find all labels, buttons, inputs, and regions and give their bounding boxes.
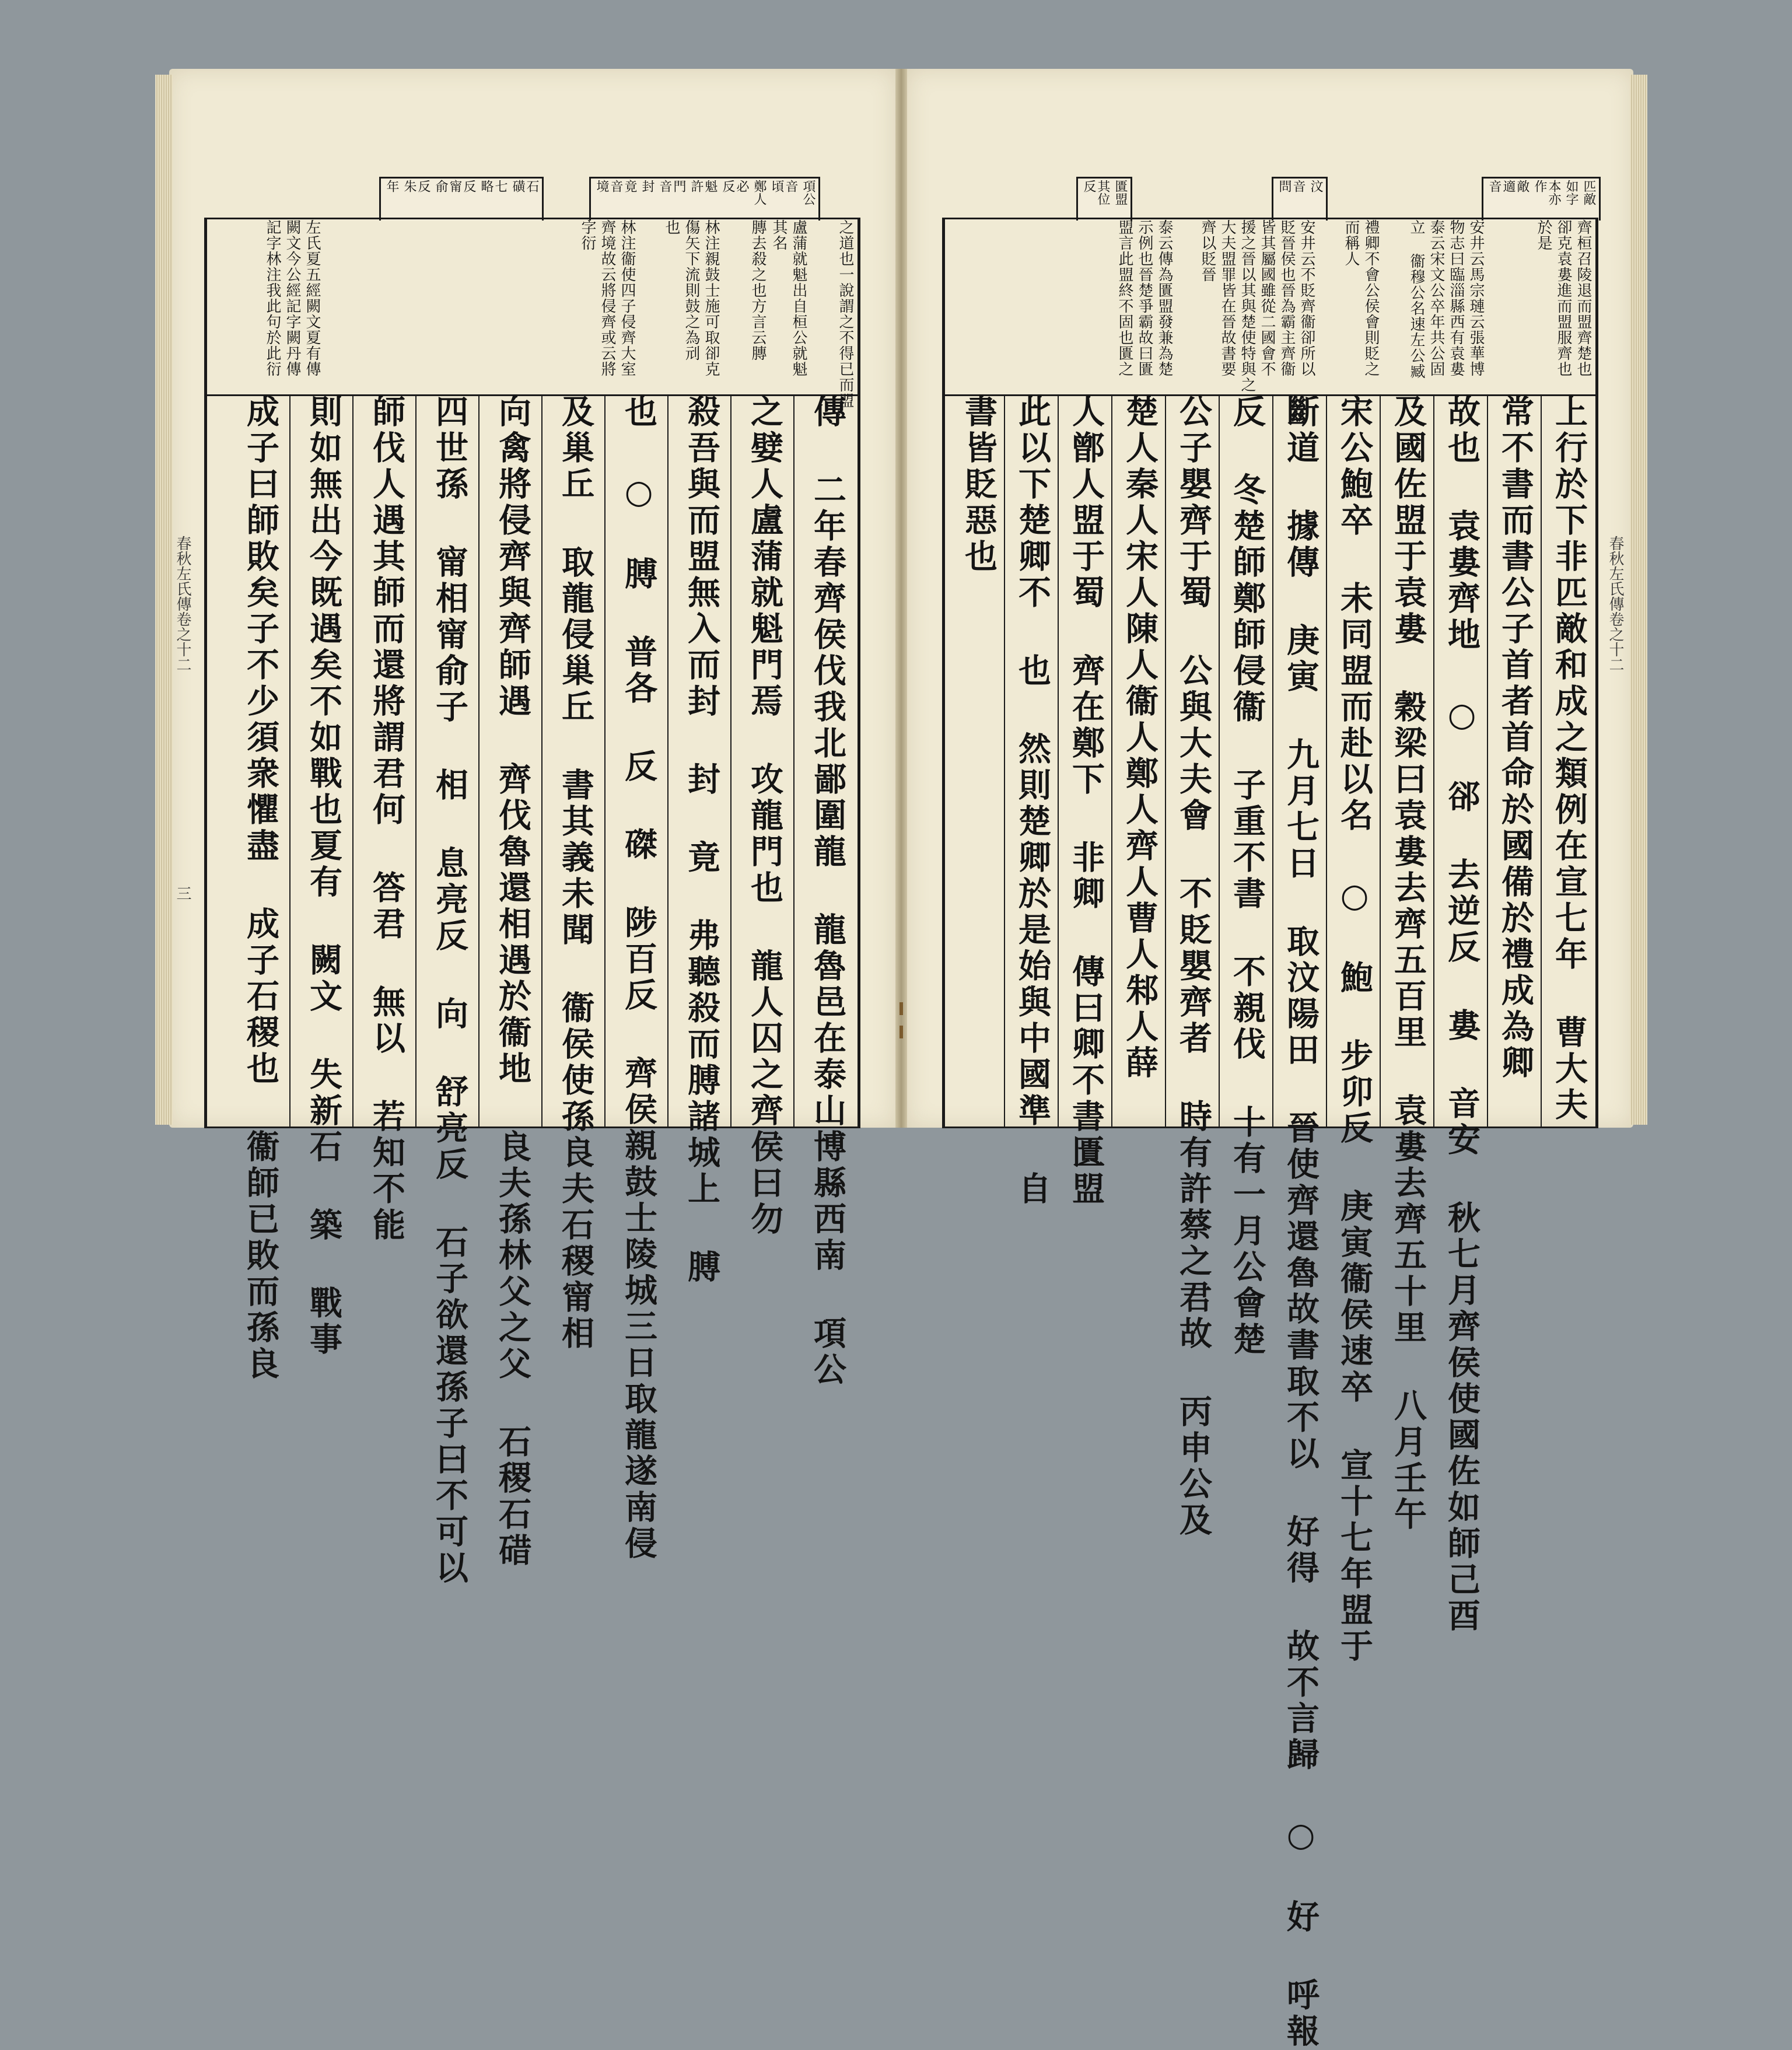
column-rule [1487, 394, 1488, 1127]
commentary-column: 闕文今公經記字闕丹傳 [284, 219, 301, 377]
commentary-column: 字衍 [579, 219, 596, 251]
page-edge [155, 75, 173, 1125]
main-text-column: 及國佐盟于袁婁 穀梁曰袁婁去齊五百里 袁婁去齊五十里 八月壬午 [1389, 394, 1427, 1533]
gloss-item: 鄭人 [752, 180, 766, 205]
column-rule [1004, 394, 1005, 1127]
main-text-column: 則如無出今既遇矣不如戰也夏有 闕文 失新石 築 戰事 [304, 394, 343, 1358]
main-text-column: 四世孫 甯相甯俞子 相 息亮反 向 舒亮反 石子欲還孫子曰不可以 [430, 394, 469, 1587]
gloss-item: 音 問 [1277, 180, 1306, 193]
main-text-column: 殺吾與而盟無入而封 封 竟 弗聽殺而膊諸城上 膊 [682, 394, 721, 1286]
main-text-column: 之嬖人盧蒲就魁門焉 攻龍門也 龍人囚之齊侯曰勿 [746, 394, 784, 1238]
commentary-column: 泰云傳為匱盟發兼為楚 [1156, 219, 1173, 377]
margin-title: 春秋左氏傳卷之十二 [1606, 536, 1624, 672]
commentary-column: 物志曰臨淄縣西有袁婁 [1447, 219, 1465, 377]
commentary-column: 而稱人 [1342, 219, 1360, 267]
column-rule [1111, 394, 1112, 1127]
main-text-column: 書皆貶惡也 [960, 394, 998, 575]
commentary-column: 齊境故云將侵齊或云將 [598, 219, 616, 377]
commentary-column: 貶晉侯也晉為霸主齊衞 [1278, 219, 1296, 377]
gloss-item: 匱盟 [1113, 180, 1128, 205]
commentary-column: 之道也一說謂之不得已而盟 [836, 219, 854, 408]
commentary-column: 記字林注我此句於此衍 [264, 219, 281, 377]
main-text-column: 此以下楚卿不 也 然則楚卿於是始與中國準 自 [1013, 394, 1052, 1208]
gloss-item: 如字 [1564, 180, 1578, 205]
page-edge [1630, 75, 1647, 1125]
commentary-column: 盧蒲就魁出自桓公就魁 [790, 219, 807, 377]
gloss-item: 汶 [1308, 180, 1323, 193]
gloss-item: 門 音 [657, 180, 686, 193]
gloss-item: 反 甯 俞 [433, 180, 476, 193]
column-rule [352, 394, 354, 1127]
left-page [169, 69, 895, 1587]
commentary-column: 安井云馬宗璉云張華博 [1467, 219, 1485, 377]
binding-thread [900, 1026, 903, 1038]
main-text-column: 常不書而書公子首者首命於國備於禮成為卿 [1496, 394, 1535, 1082]
commentary-band [207, 219, 858, 408]
main-text-column: 成子曰師敗矣子不少須衆懼盡 成子石稷也 衞師已敗而孫良 [242, 394, 280, 1383]
main-text-column: 上行於下非匹敵和成之類例在宣七年 曹大夫 [1550, 394, 1588, 1124]
commentary-column: 林注親鼓士施可取卻克 [702, 219, 720, 377]
commentary-column: 膞去殺之也方言云膞 [749, 219, 766, 361]
commentary-column: 左氏夏五經闕文夏有傳 [303, 219, 321, 377]
gloss-box [1076, 177, 1132, 221]
gloss-box [379, 177, 544, 221]
commentary-column: 齊以貶晉 [1199, 219, 1216, 282]
gloss-box [589, 177, 820, 221]
gloss-item: 音 頃 [769, 180, 798, 193]
column-rule [1380, 394, 1381, 1127]
column-rule [541, 394, 542, 1127]
column-rule [415, 394, 416, 1127]
gloss-item: 石 磺 [510, 180, 539, 193]
main-text-column: 反 冬楚師鄭師侵衞 子重不書 不親伐 十有一月公會楚 [1228, 394, 1266, 1358]
main-text-column: 人鄫人盟于蜀 齊在鄭下 非卿 傳曰卿不書匱盟 [1067, 394, 1105, 1208]
text-frame [942, 218, 1598, 2050]
column-rule [1326, 394, 1327, 1127]
main-text-column: 斷道 據傳 庚寅 九月七日 取汶陽田 晉使齊還魯故書取不以 好得 故不言歸 ○ 好 呼報 [1282, 394, 1320, 2050]
column-rule [1058, 394, 1059, 1127]
commentary-column: 泰云宋文公卒年共公固 [1427, 219, 1445, 377]
folio-number: 三 [174, 886, 191, 901]
commentary-column: 盟言此盟終不固也匱之 [1116, 219, 1133, 377]
commentary-column: 林注衞使四子侵齊大室 [618, 219, 636, 377]
gloss-item: 封 [640, 180, 654, 193]
margin-title: 春秋左氏傳卷之十二 [174, 536, 191, 672]
commentary-column: 傷矢下流則鼓之為刓 [682, 219, 700, 361]
column-rule [478, 394, 480, 1127]
column-rule [730, 394, 732, 1127]
commentary-column: 也 [663, 219, 680, 235]
gloss-item: 匹敵 [1581, 180, 1596, 205]
main-text-column: 師伐人遇其師而還將謂君何 答君 無以 若知不能 [368, 394, 406, 1244]
column-rule [1433, 394, 1434, 1127]
main-text-column: 楚人秦人宋人陳人衞人鄭人齊人曹人邾人薛 [1121, 394, 1159, 1082]
gloss-item: 項公 [801, 180, 816, 205]
main-text-column: 向禽將侵齊與齊師遇 齊伐魯還相遇於衞地 良夫孫林父之父 石稷石碏 [494, 394, 532, 1569]
main-text-column: 也 ○ 膊 普各 反 磔 陟百反 齊侯親鼓士陵城三日取龍遂南侵 [620, 394, 658, 1562]
column-rule [1165, 394, 1166, 1127]
gloss-item: 年 [384, 180, 399, 193]
gloss-item: 反 朱 [402, 180, 430, 193]
commentary-band [945, 219, 1595, 396]
column-rule [1219, 394, 1220, 1127]
main-text-band [945, 394, 1595, 2050]
column-rule [1541, 394, 1542, 1127]
commentary-column: 禮卿不會公侯會則貶之 [1362, 219, 1380, 377]
main-text-column: 公子嬰齊于蜀 公與大夫會 不貶嬰齊者 時有許蔡之君故 丙申公及 [1174, 394, 1213, 1539]
column-rule [289, 394, 290, 1127]
column-rule [667, 394, 668, 1127]
commentary-column: 齊桓召陵退而盟齊楚也 [1574, 219, 1592, 377]
main-text-column: 及巢丘 取龍侵巢丘 書其義未聞 衞侯使孫良夫石稷甯相 [556, 394, 595, 1352]
column-rule [604, 394, 606, 1127]
commentary-column: 卻克袁婁進而盟服齊也 [1555, 219, 1572, 377]
gloss-box [1482, 177, 1601, 221]
column-rule [793, 394, 794, 1127]
commentary-column: 立 衞穆公名速左公臧 [1408, 219, 1425, 379]
commentary-column: 大夫盟罪皆在晉故書要 [1219, 219, 1236, 377]
text-frame [204, 218, 860, 1587]
commentary-column: 安井云不貶齊衞卻所以 [1298, 219, 1315, 377]
gloss-item: 七 略 [479, 180, 508, 193]
main-text-column: 故也 袁婁齊地 ○ 郤 去逆反 婁 音安 秋七月齊侯使國佐如師己酉 [1443, 394, 1481, 1635]
commentary-column: 示例也晉楚爭霸故曰匱 [1136, 219, 1153, 377]
gloss-item: 魁 許 [689, 180, 718, 193]
commentary-column: 援之晉以其與楚使特與之 [1238, 219, 1256, 393]
gloss-item: 竟 音 境 [594, 180, 637, 193]
gloss-item: 必 反 [720, 180, 749, 193]
open-book [169, 69, 1633, 2050]
gloss-box [1272, 177, 1328, 221]
right-page [907, 69, 1633, 2050]
gloss-item: 敵 適 音 [1487, 180, 1530, 193]
main-text-band [207, 394, 858, 1587]
commentary-column: 其名 [770, 219, 788, 251]
column-rule [1272, 394, 1273, 1127]
commentary-column: 皆其屬國雖從二國會不 [1258, 219, 1276, 377]
main-text-column: 宋公鮑卒 未同盟而赴以名 ○ 鮑 步卯反 庚寅衞侯速卒 宣十七年盟于 [1335, 394, 1374, 1665]
commentary-column: 於是 [1535, 219, 1552, 251]
gloss-item: 其位 反 [1082, 180, 1110, 205]
gloss-item: 本亦作 [1532, 180, 1561, 205]
main-text-column: 傳 二年春齊侯伐我北鄙圍龍 龍魯邑在泰山博縣西南 項公 [808, 394, 847, 1388]
binding-thread [900, 1002, 903, 1015]
